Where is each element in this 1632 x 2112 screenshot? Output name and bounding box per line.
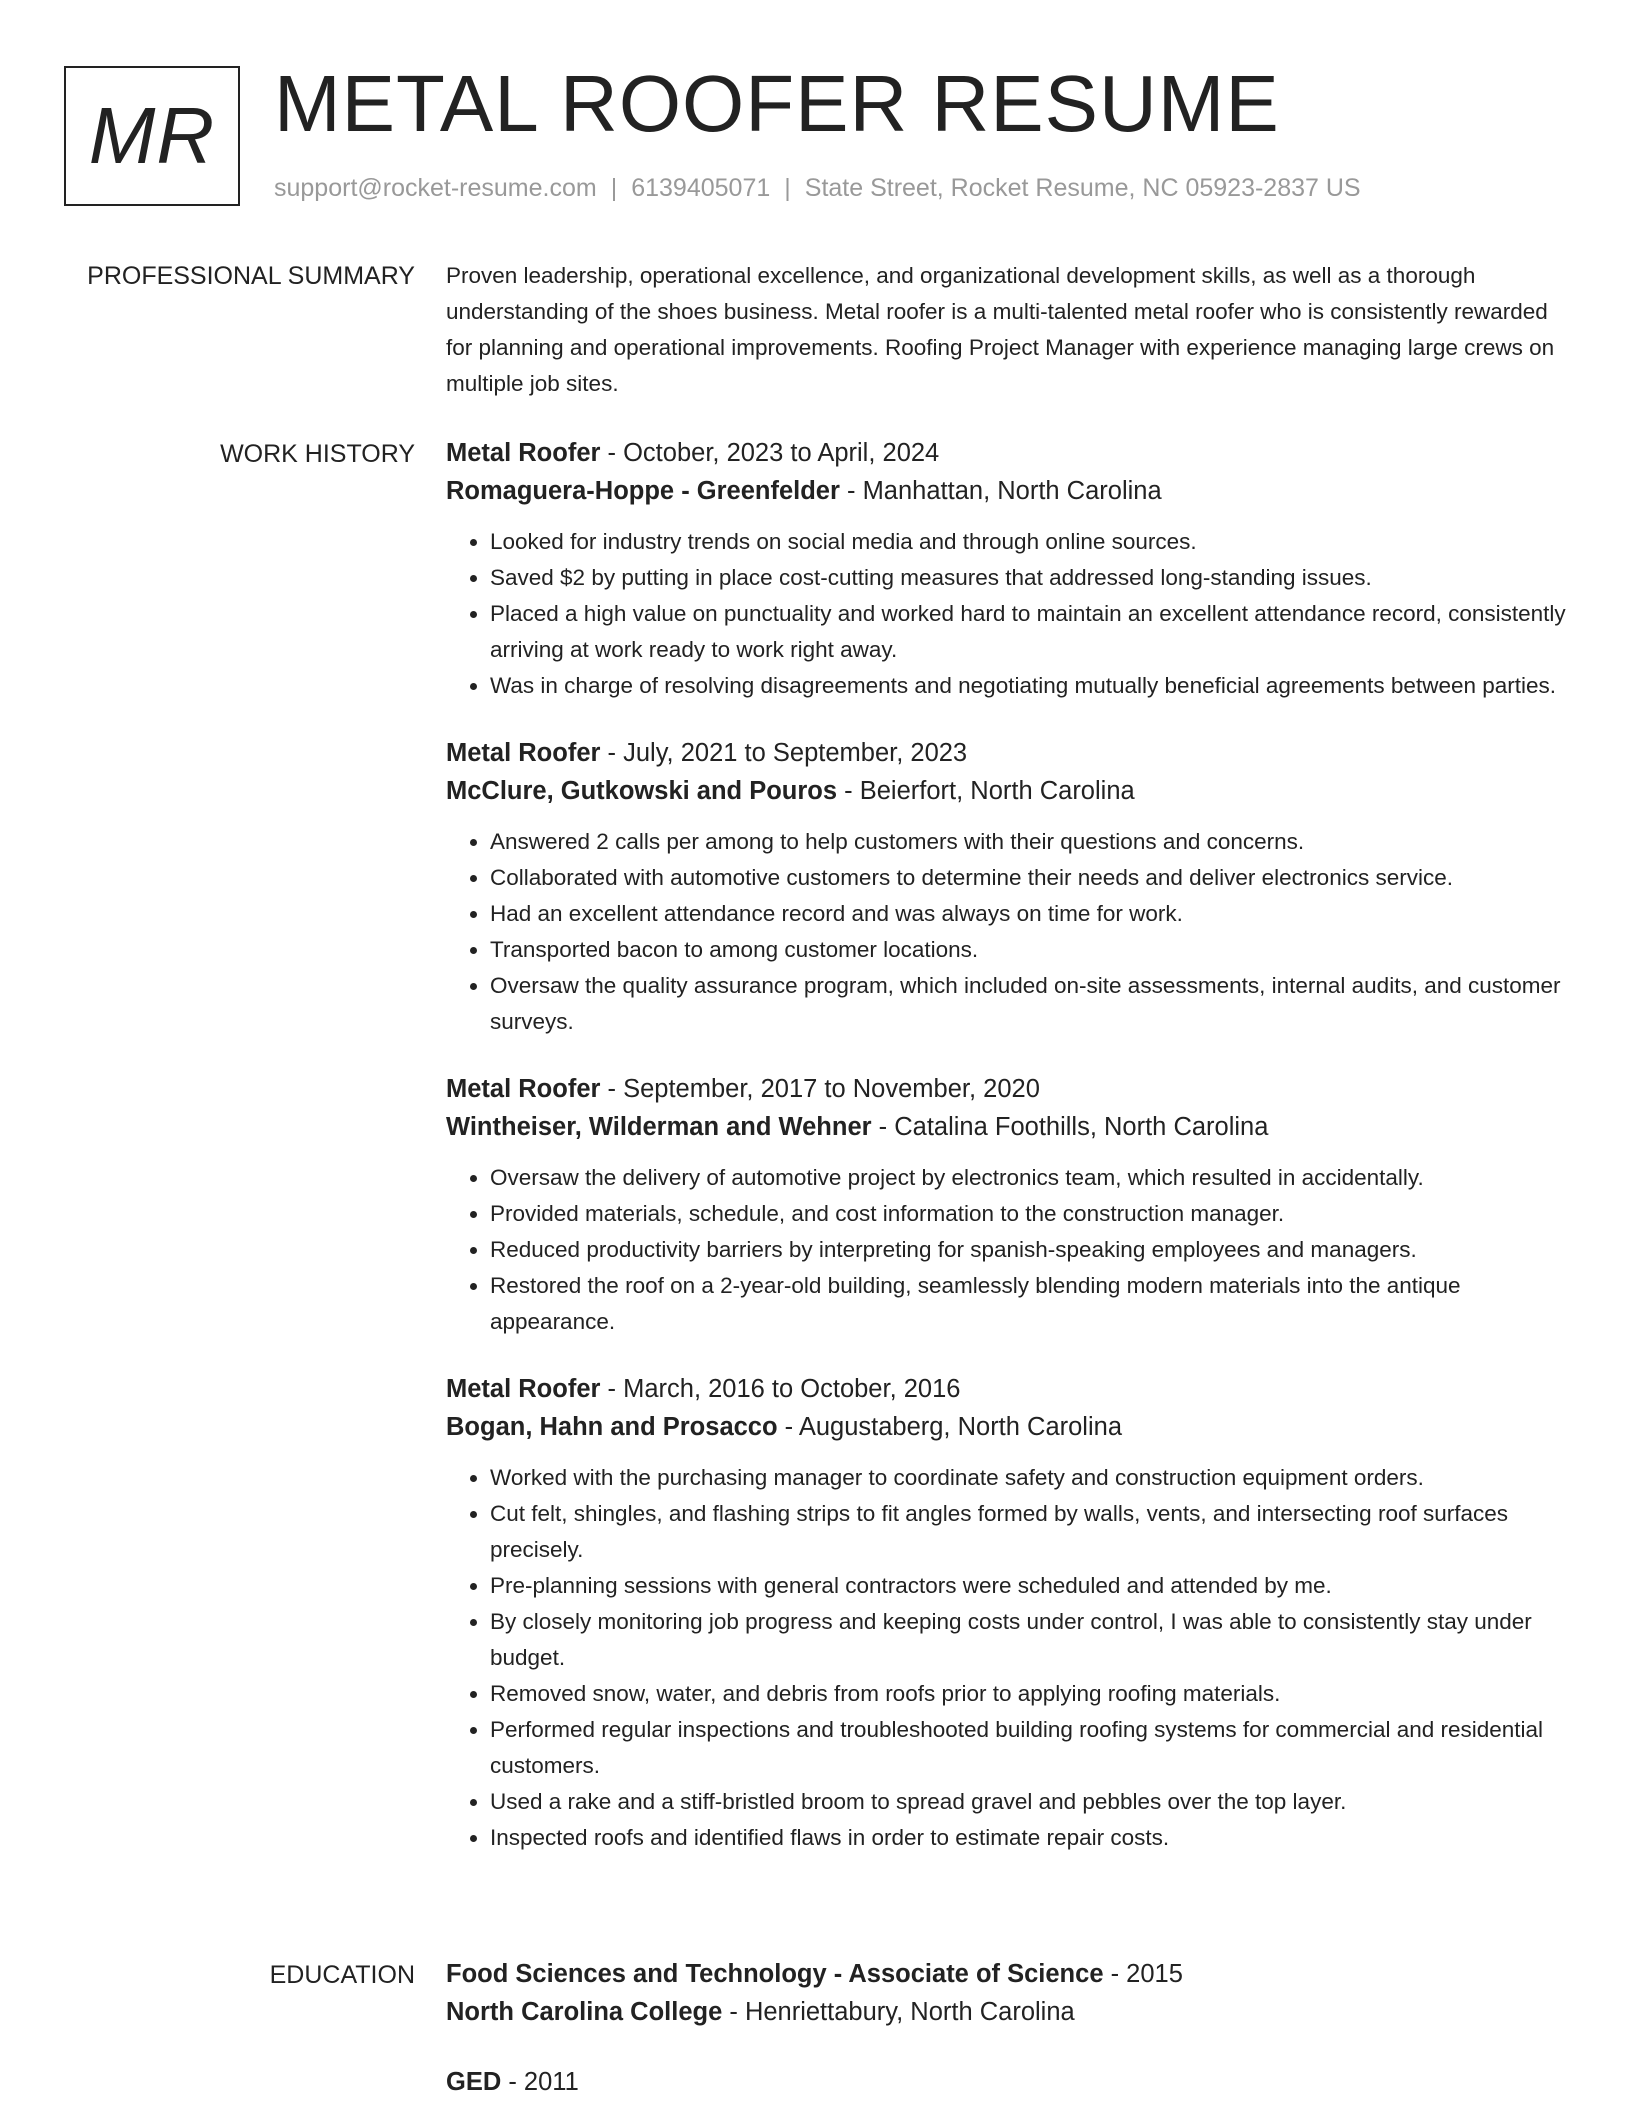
education-heading: EDUCATION — [269, 1961, 415, 1989]
job-bullet: • Transported bacon to among customer locations. — [490, 932, 1566, 968]
job-title-line — [446, 734, 1566, 772]
education-year: - 2011 — [501, 2068, 579, 2096]
job-bullet: • Oversaw the quality assurance program, which included on-site assessments, internal audits, and customer surveys. — [490, 968, 1566, 1040]
contact-separator: | — [784, 174, 791, 202]
job-company: McClure, Gutkowski and Pouros — [446, 777, 838, 805]
job-company-line — [446, 1408, 1566, 1446]
education-degree-line — [446, 2063, 1566, 2101]
summary-heading: PROFESSIONAL SUMMARY — [87, 262, 415, 290]
job-bullet: • Collaborated with automotive customers to determine their needs and deliver electronics service. — [490, 860, 1566, 896]
job-title: Metal Roofer — [446, 1375, 601, 1403]
job-bullet: • Saved $2 by putting in place cost-cutting measures that addressed long-standing issues. — [490, 560, 1566, 596]
job-company-line — [446, 1108, 1566, 1146]
job-bullets — [446, 1460, 1566, 1856]
job-entry — [446, 734, 1566, 1040]
job-title-line — [446, 1070, 1566, 1108]
education-entry — [446, 2063, 1566, 2101]
job-bullet: • Pre-planning sessions with general contractors were scheduled and attended by me. — [490, 1568, 1566, 1604]
job-bullet: • Was in charge of resolving disagreements and negotiating mutually beneficial agreements between parties. — [490, 668, 1566, 704]
resume-title: METAL ROOFER RESUME — [274, 59, 1280, 148]
job-bullet: • Removed snow, water, and debris from roofs prior to applying roofing materials. — [490, 1676, 1566, 1712]
job-dates: - September, 2017 to November, 2020 — [600, 1075, 1040, 1103]
job-location: - Catalina Foothills, North Carolina — [871, 1113, 1269, 1141]
job-company: Wintheiser, Wilderman and Wehner — [446, 1113, 872, 1141]
contact-line — [274, 174, 1361, 203]
job-bullets — [446, 824, 1566, 1040]
summary-body — [446, 258, 1566, 402]
contact-email[interactable]: support@rocket-resume.com — [274, 174, 597, 202]
job-title: Metal Roofer — [446, 739, 601, 767]
job-bullet: • Looked for industry trends on social media and through online sources. — [490, 524, 1566, 560]
job-bullet: • Performed regular inspections and troubleshooted building roofing systems for commercial and residential customers. — [490, 1712, 1566, 1784]
education-school: North Carolina College — [446, 1998, 723, 2026]
job-company: Bogan, Hahn and Prosacco — [446, 1413, 778, 1441]
summary-text: Proven leadership, operational excellence, and organizational development skills, as well as a thorough understanding of the shoes business. Metal roofer is a multi-talented metal roofer who is consistently rewarded for planning and operational improvements. Roofing Project Manager with experience managing large crews on multiple job sites. — [446, 263, 1555, 396]
job-bullet: • Provided materials, schedule, and cost information to the construction manager. — [490, 1196, 1566, 1232]
education-body — [446, 1955, 1566, 2101]
job-title-line — [446, 434, 1566, 472]
job-dates: - March, 2016 to October, 2016 — [600, 1375, 961, 1403]
job-bullet: • Placed a high value on punctuality and worked hard to maintain an excellent attendance record, consistently arriving at work ready to work right away. — [490, 596, 1566, 668]
job-company: Romaguera-Hoppe - Greenfelder — [446, 477, 840, 505]
job-company-line — [446, 472, 1566, 510]
contact-separator: | — [610, 174, 618, 202]
job-bullet: • Reduced productivity barriers by interpreting for spanish-speaking employees and managers. — [490, 1232, 1566, 1268]
job-entry — [446, 1070, 1566, 1340]
job-bullet: • By closely monitoring job progress and keeping costs under control, I was able to consistently stay under budget. — [490, 1604, 1566, 1676]
job-title-line — [446, 1370, 1566, 1408]
job-entry — [446, 434, 1566, 704]
job-bullet: • Oversaw the delivery of automotive project by electronics team, which resulted in accidentally. — [490, 1160, 1566, 1196]
education-degree: Food Sciences and Technology - Associate of Science — [446, 1960, 1104, 1988]
job-dates: - October, 2023 to April, 2024 — [600, 439, 940, 467]
work-history-body — [446, 434, 1566, 1856]
job-bullets — [446, 1160, 1566, 1340]
job-location: - Manhattan, North Carolina — [839, 477, 1162, 505]
job-bullet: • Worked with the purchasing manager to coordinate safety and construction equipment orders. — [490, 1460, 1566, 1496]
monogram: MR — [64, 66, 240, 206]
education-entry — [446, 1955, 1566, 2031]
contact-phone[interactable]: 6139405071 — [631, 174, 771, 202]
job-title: Metal Roofer — [446, 439, 601, 467]
job-company-line — [446, 772, 1566, 810]
job-bullet: • Inspected roofs and identified flaws in order to estimate repair costs. — [490, 1820, 1566, 1856]
education-year: - 2015 — [1103, 1960, 1183, 1988]
job-dates: - July, 2021 to September, 2023 — [600, 739, 968, 767]
contact-address: State Street, Rocket Resume, NC 05923-2837 US — [804, 174, 1361, 202]
education-degree-line — [446, 1955, 1566, 1993]
education-location: - Henriettabury, North Carolina — [722, 1998, 1075, 2026]
job-bullet: • Answered 2 calls per among to help customers with their questions and concerns. — [490, 824, 1566, 860]
job-bullets — [446, 524, 1566, 704]
job-bullet: • Cut felt, shingles, and flashing strips to fit angles formed by walls, vents, and intersecting roof surfaces precisely. — [490, 1496, 1566, 1568]
job-bullet: • Used a rake and a stiff-bristled broom to spread gravel and pebbles over the top layer. — [490, 1784, 1566, 1820]
work-history-heading: WORK HISTORY — [220, 440, 415, 468]
job-entry — [446, 1370, 1566, 1856]
job-title: Metal Roofer — [446, 1075, 601, 1103]
education-school-line — [446, 1993, 1566, 2031]
job-bullet: • Had an excellent attendance record and was always on time for work. — [490, 896, 1566, 932]
job-location: - Augustaberg, North Carolina — [777, 1413, 1122, 1441]
job-bullet: • Restored the roof on a 2-year-old building, seamlessly blending modern materials into the antique appearance. — [490, 1268, 1566, 1340]
job-location: - Beierfort, North Carolina — [837, 777, 1135, 805]
education-degree: GED — [446, 2068, 502, 2096]
